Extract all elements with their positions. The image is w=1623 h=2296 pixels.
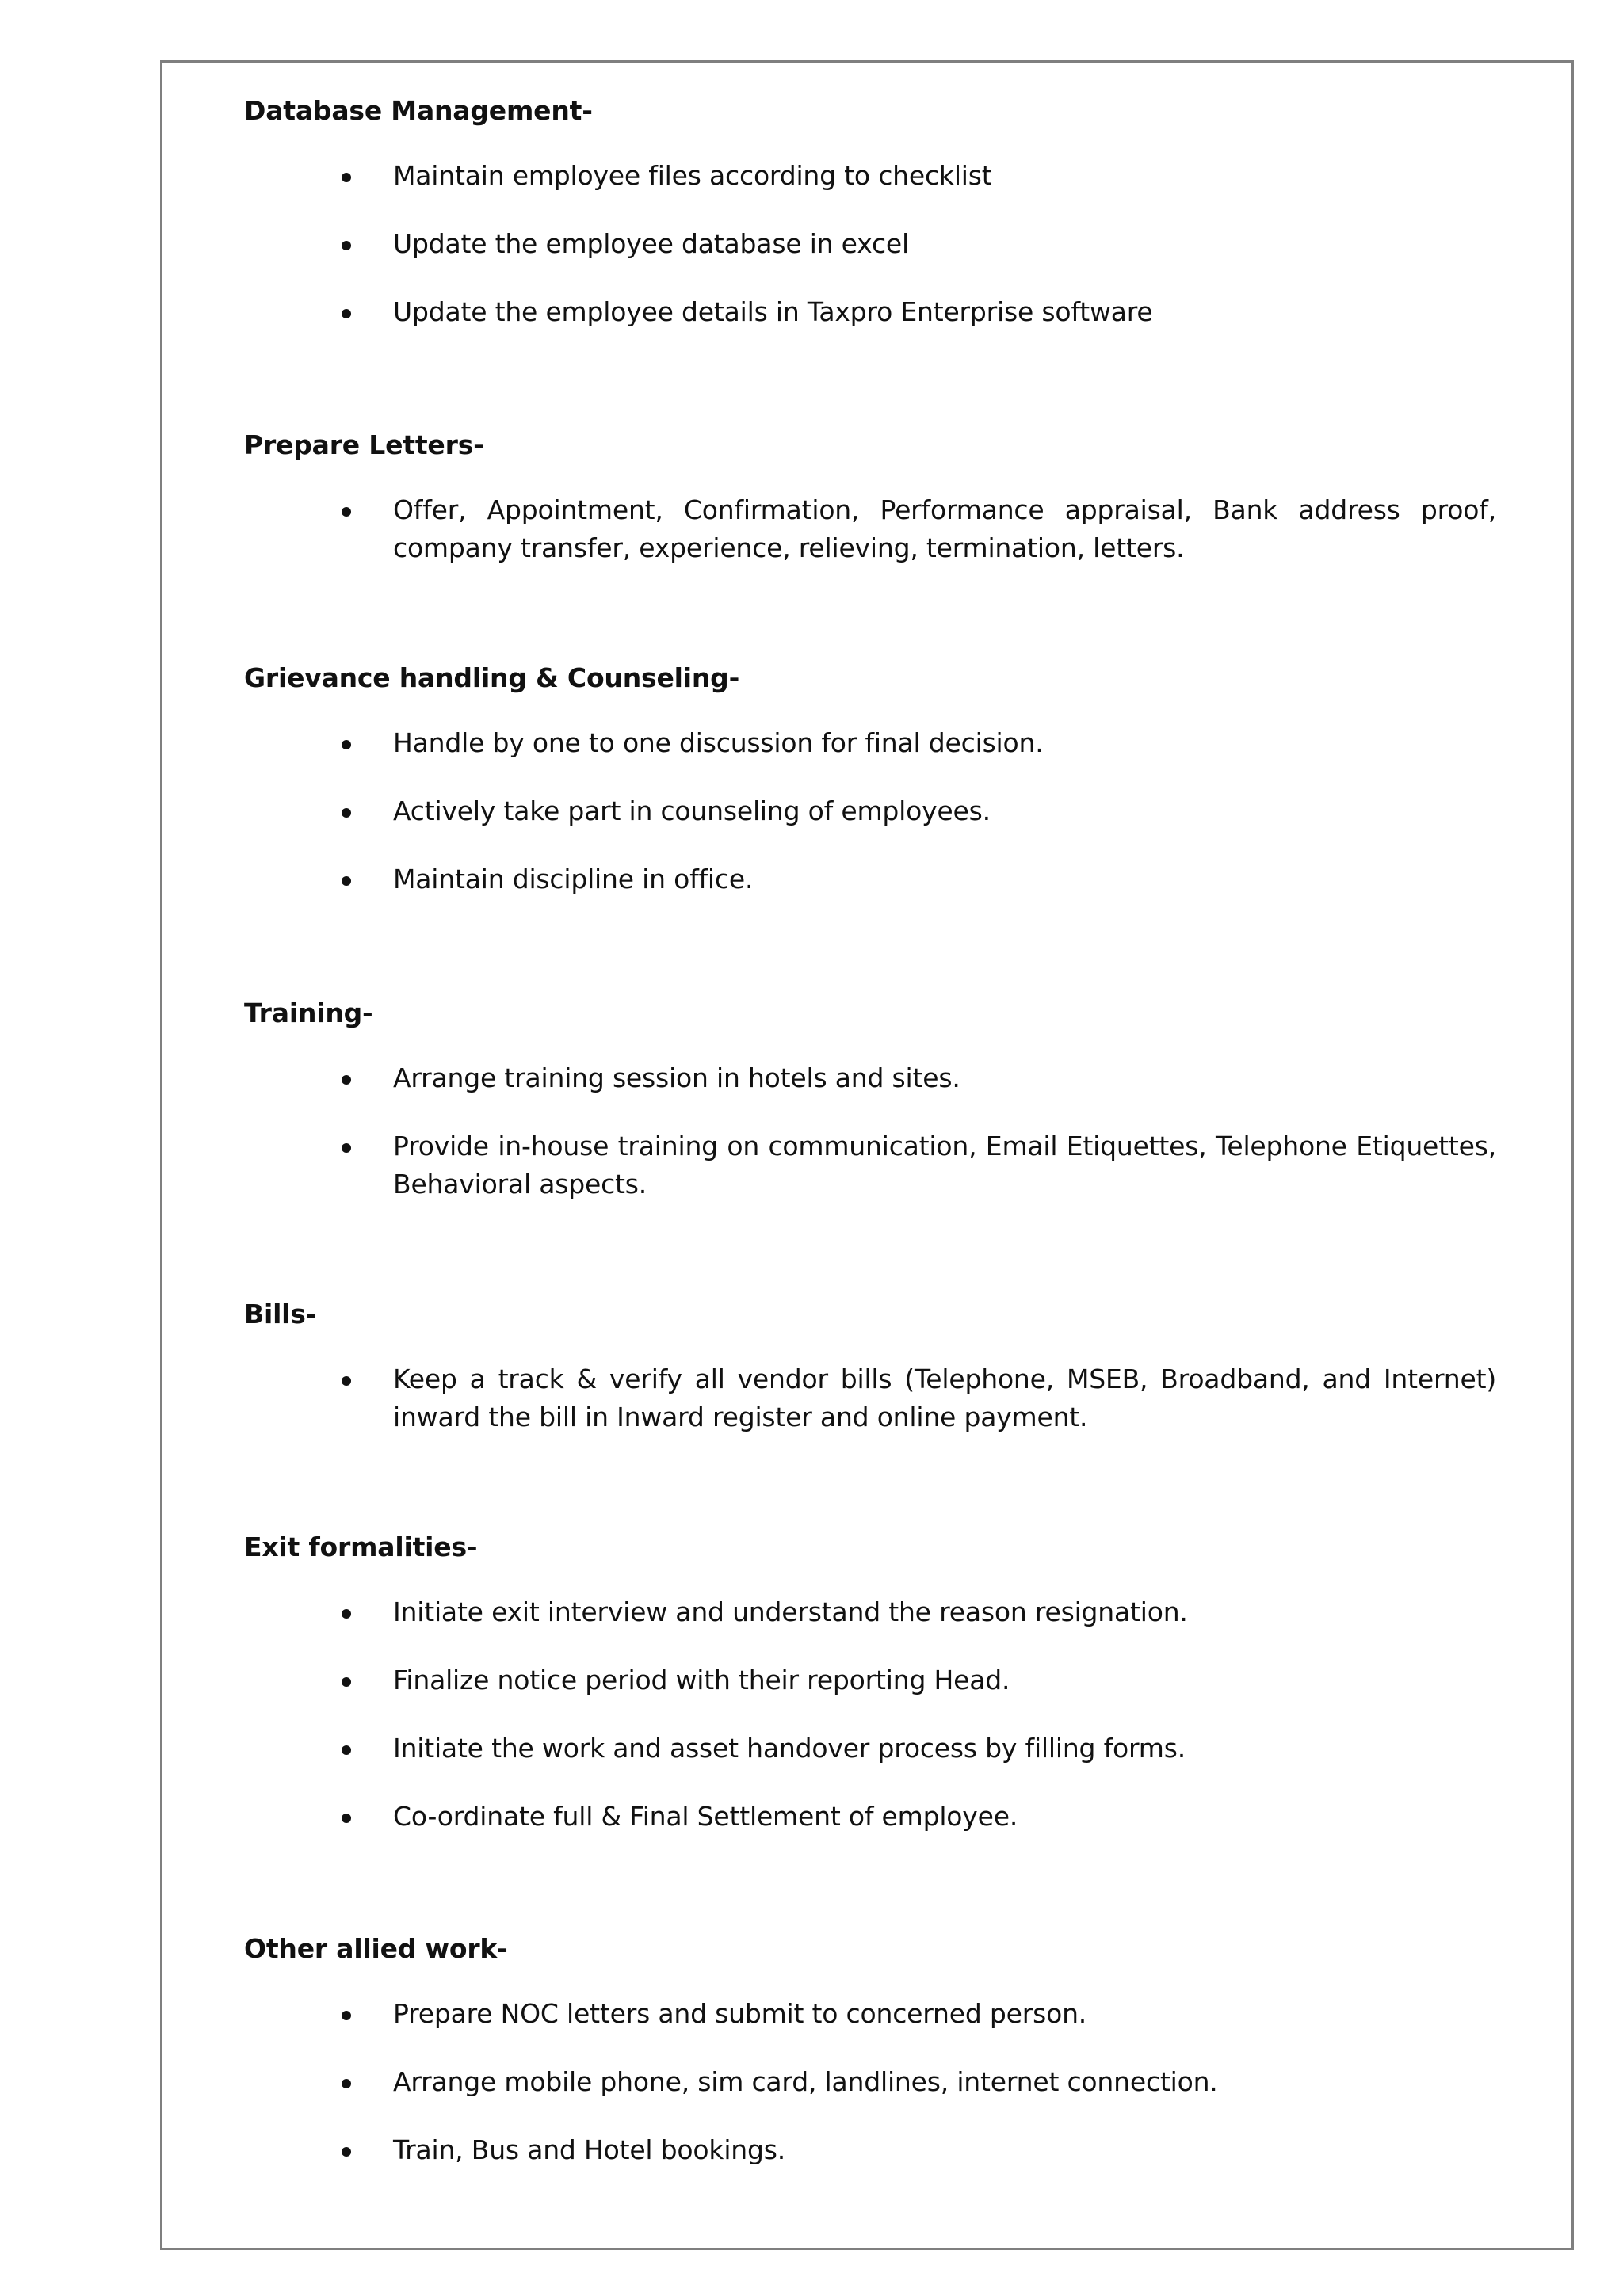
section-database-management <box>244 92 1496 331</box>
section-heading: Grievance handling & Counseling- <box>244 662 740 693</box>
section-heading: Bills- <box>244 1299 317 1329</box>
section-training <box>244 994 1496 1203</box>
list-item: Handle by one to one discussion for final decision. <box>244 724 1496 762</box>
section-heading: Exit formalities- <box>244 1531 478 1562</box>
bullet-icon <box>342 2147 351 2157</box>
list-item: Maintain discipline in office. <box>244 860 1496 898</box>
bullet-icon <box>342 507 351 517</box>
section-heading: Training- <box>244 997 373 1028</box>
section-heading: Other allied work- <box>244 1933 508 1964</box>
bullet-icon <box>342 309 351 318</box>
section-grievance-handling <box>244 659 1496 898</box>
bullet-list <box>244 1360 1496 1436</box>
list-item: Maintain employee files according to checklist <box>244 157 1496 195</box>
bullet-icon <box>342 173 351 182</box>
section-heading: Database Management- <box>244 95 593 126</box>
list-item: Offer, Appointment, Confirmation, Performance appraisal, Bank address proof, company transfer, experience, relieving, termination, letters. <box>244 491 1496 567</box>
list-item: Train, Bus and Hotel bookings. <box>244 2131 1496 2169</box>
bullet-icon <box>342 876 351 886</box>
list-item: Update the employee database in excel <box>244 225 1496 263</box>
list-item: Provide in-house training on communication, Email Etiquettes, Telephone Etiquettes, Behavioral aspects. <box>244 1127 1496 1203</box>
bullet-icon <box>342 740 351 749</box>
bullet-icon <box>342 1745 351 1755</box>
list-item: Initiate exit interview and understand the reason resignation. <box>244 1593 1496 1631</box>
list-item: Update the employee details in Taxpro Enterprise software <box>244 293 1496 331</box>
section-exit-formalities <box>244 1528 1496 1836</box>
list-item: Finalize notice period with their reporting Head. <box>244 1661 1496 1699</box>
section-heading: Prepare Letters- <box>244 429 484 460</box>
bullet-list <box>244 724 1496 898</box>
section-other-allied-work <box>244 1930 1496 2169</box>
bullet-icon <box>342 808 351 818</box>
bullet-icon <box>342 1814 351 1823</box>
list-item: Actively take part in counseling of employees. <box>244 792 1496 830</box>
bullet-list <box>244 491 1496 567</box>
section-prepare-letters <box>244 426 1496 567</box>
bullet-list <box>244 1059 1496 1203</box>
bullet-icon <box>342 1075 351 1085</box>
bullet-list <box>244 157 1496 331</box>
bullet-list <box>244 1593 1496 1836</box>
bullet-icon <box>342 2011 351 2020</box>
bullet-icon <box>342 241 351 250</box>
bullet-icon <box>342 1376 351 1386</box>
list-item: Keep a track & verify all vendor bills (Telephone, MSEB, Broadband, and Internet) inward the bill in Inward register and online payment. <box>244 1360 1496 1436</box>
list-item: Arrange mobile phone, sim card, landlines, internet connection. <box>244 2063 1496 2101</box>
bullet-icon <box>342 1677 351 1687</box>
bullet-list <box>244 1995 1496 2169</box>
list-item: Prepare NOC letters and submit to concerned person. <box>244 1995 1496 2033</box>
section-bills <box>244 1295 1496 1436</box>
list-item: Initiate the work and asset handover process by filling forms. <box>244 1730 1496 1768</box>
list-item: Co-ordinate full & Final Settlement of employee. <box>244 1798 1496 1836</box>
bullet-icon <box>342 2079 351 2088</box>
bullet-icon <box>342 1143 351 1153</box>
bullet-icon <box>342 1609 351 1619</box>
list-item: Arrange training session in hotels and sites. <box>244 1059 1496 1097</box>
